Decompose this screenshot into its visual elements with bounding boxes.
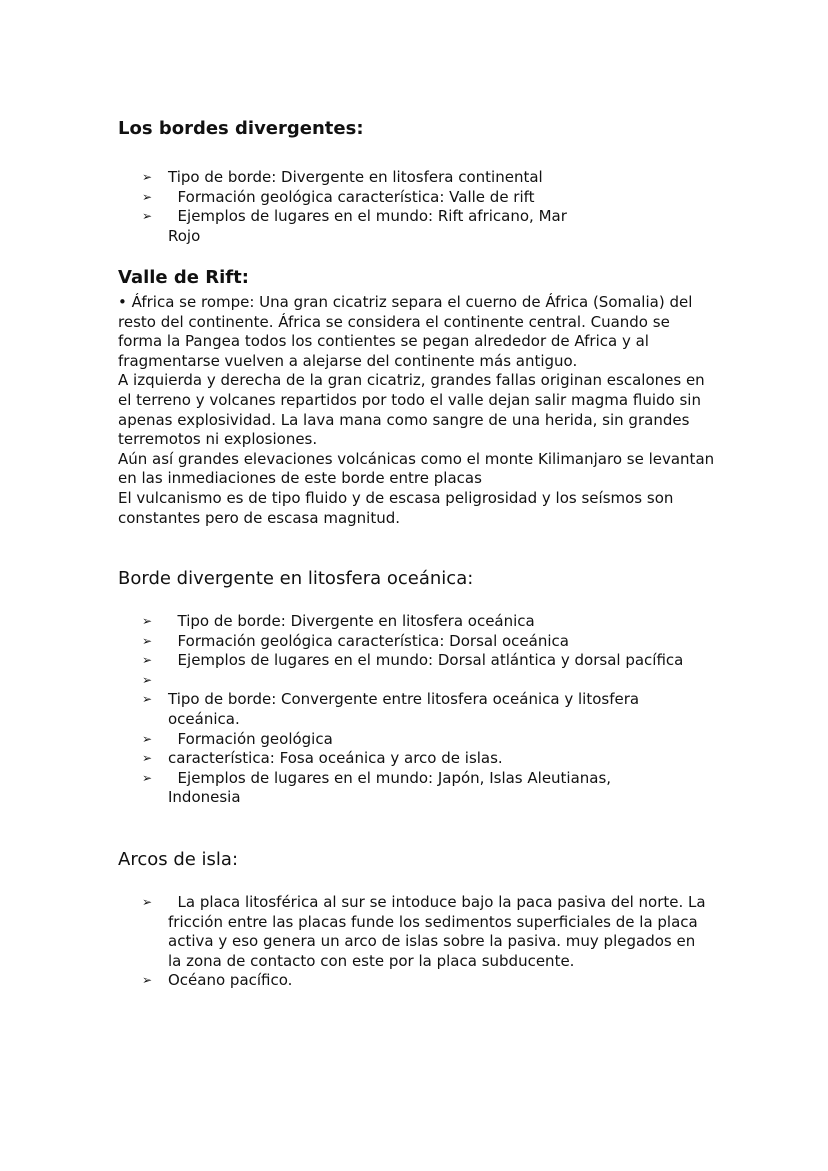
- arrow-bullet-icon: ➢: [142, 189, 153, 204]
- list-item: ➢ Ejemplos de lugares en el mundo: Rift africano, Mar Rojo: [142, 207, 572, 245]
- arrow-bullet-icon: ➢: [142, 692, 153, 707]
- paragraph: A izquierda y derecha de la gran cicatriz, grandes fallas originan escalones en el terreno y volcanes repartidos por todo el valle dejan salir magma fluido sin apenas explosividad. La lava mana como sangre de una herida, sin grandes terremotos ni explosiones.: [118, 371, 705, 449]
- list-arcos-de-isla: [118, 893, 718, 991]
- paragraph: El vulcanismo es de tipo fluido y de escasa peligrosidad y los seísmos son constantes pero de escasa magnitud.: [118, 488, 674, 527]
- list-bordes-divergentes: [118, 168, 718, 246]
- list-item: ➢ Tipo de borde: Divergente en litosfera oceánica: [142, 612, 535, 630]
- list-item: ➢ característica: Fosa oceánica y arco de islas.: [142, 749, 503, 768]
- list-item: ➢ Formación geológica característica: Valle de rift: [142, 187, 535, 206]
- arrow-bullet-icon: ➢: [142, 653, 153, 668]
- list-item: ➢ Tipo de borde: Convergente entre litosfera oceánica y litosfera oceánica.: [142, 690, 644, 728]
- list-item: ➢ Formación geológica característica: Dorsal oceánica: [142, 631, 569, 650]
- list-item: ➢ Ejemplos de lugares en el mundo: Japón, Islas Aleutianas, Indonesia: [142, 768, 616, 807]
- heading-arcos-de-isla: Arcos de isla:: [118, 849, 239, 870]
- paragraph: • África se rompe: Una gran cicatriz separa el cuerno de África (Somalia) del resto del continente. África se considera el continente central. Cuando se forma la Pangea todos los contientes se pegan alrededor de Africa y al fragmentarse vuelven a alejarse del continente más antiguo.: [118, 293, 693, 370]
- heading-bordes-divergentes: Los bordes divergentes:: [118, 118, 364, 139]
- heading-valle-de-rift: Valle de Rift:: [118, 267, 249, 288]
- list-item: ➢ La placa litosférica al sur se intoduce bajo la paca pasiva del norte. La fricción entre las placas funde los sedimentos superficiales de la placa activa y eso genera un arco de islas sobre la pasiva. muy plegados en la zona de contacto con este por la placa subducente.: [142, 893, 711, 970]
- list-item: ➢ Tipo de borde: Divergente en litosfera continental: [142, 168, 543, 186]
- list-borde-oceanico: [118, 612, 718, 808]
- arrow-bullet-icon: ➢: [142, 614, 153, 628]
- list-item: ➢ Océano pacífico.: [142, 971, 293, 990]
- list-item: [118, 671, 718, 691]
- heading-borde-oceanico: Borde divergente en litosfera oceánica:: [118, 568, 474, 589]
- arrow-bullet-icon: ➢: [142, 751, 153, 766]
- list-item: ➢ Ejemplos de lugares en el mundo: Dorsal atlántica y dorsal pacífica: [142, 651, 684, 670]
- arrow-bullet-icon: ➢: [142, 973, 153, 988]
- rift-description: [118, 293, 718, 528]
- arrow-bullet-icon: ➢: [142, 895, 153, 909]
- arrow-bullet-icon: ➢: [142, 633, 153, 648]
- arrow-bullet-icon: ➢: [142, 731, 153, 746]
- arrow-bullet-icon: ➢: [142, 170, 153, 184]
- arrow-bullet-icon: ➢: [142, 770, 153, 785]
- arrow-bullet-icon: ➢: [142, 672, 153, 687]
- arrow-bullet-icon: ➢: [142, 209, 153, 224]
- paragraph: Aún así grandes elevaciones volcánicas como el monte Kilimanjaro se levantan en las inmediaciones de este borde entre placas: [118, 449, 715, 488]
- list-item: ➢ Formación geológica: [142, 729, 333, 748]
